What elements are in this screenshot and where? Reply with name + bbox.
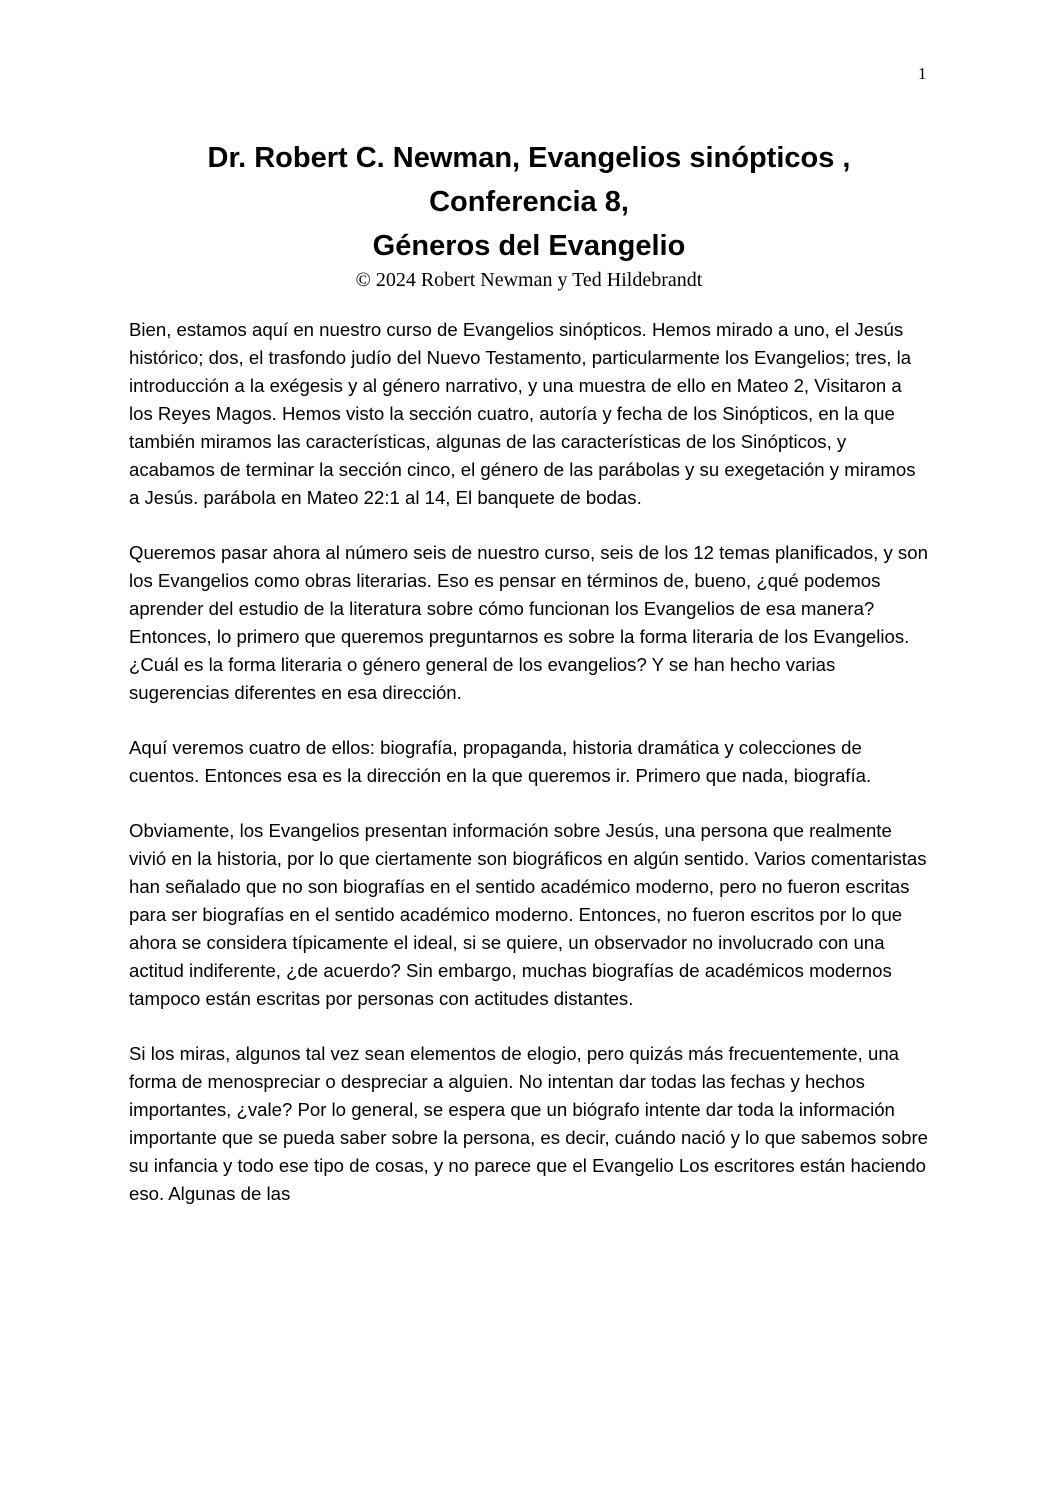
paragraph: Aquí veremos cuatro de ellos: biografía, propaganda, historia dramática y colecciones de cuentos. Entonces esa es la dirección en la que queremos ir. Primero que nada, biografía.: [129, 737, 872, 786]
document-body: [129, 316, 929, 1235]
page-number: 1: [918, 64, 927, 83]
paragraph: Obviamente, los Evangelios presentan información sobre Jesús, una persona que realmente vivió en la historia, por lo que ciertamente son biográficos en algún sentido. Varios comentaristas han señalado que no son biografías en el sentido académico moderno, pero no fueron escritas para ser biografías en el sentido académico moderno. Entonces, no fueron escritos por lo que ahora se considera típicamente el ideal, si se quiere, un observador no involucrado con una actitud indiferente, ¿de acuerdo? Sin embargo, muchas biografías de académicos modernos tampoco están escritas por personas con actitudes distantes.: [129, 820, 927, 1009]
document-header: [100, 136, 958, 292]
copyright-notice: © 2024 Robert Newman y Ted Hildebrandt: [355, 269, 703, 291]
paragraph: Queremos pasar ahora al número seis de nuestro curso, seis de los 12 temas planificados, y son los Evangelios como obras literarias. Eso es pensar en términos de, bueno, ¿qué podemos aprender del estudio de la literatura sobre cómo funcionan los Evangelios de esa manera? Entonces, lo primero que queremos preguntarnos es sobre la forma literaria de los Evangelios. ¿Cuál es la forma literaria o género general de los evangelios? Y se han hecho varias sugerencias diferentes en esa dirección.: [129, 542, 928, 703]
document-title-line-3: Géneros del Evangelio: [372, 230, 686, 262]
document-title-line-2: Conferencia 8,: [429, 186, 629, 218]
paragraph: Si los miras, algunos tal vez sean elementos de elogio, pero quizás más frecuentemente, una forma de menospreciar o despreciar a alguien. No intentan dar todas las fechas y hechos importantes, ¿vale? Por lo general, se espera que un biógrafo intente dar toda la información importante que se pueda saber sobre la persona, es decir, cuándo nació y lo que sabemos sobre su infancia y todo ese tipo de cosas, y no parece que el Evangelio Los escritores están haciendo eso. Algunas de las: [129, 1043, 929, 1204]
paragraph: Bien, estamos aquí en nuestro curso de Evangelios sinópticos. Hemos mirado a uno, el Jesús histórico; dos, el trasfondo judío del Nuevo Testamento, particularmente los Evangelios; tres, la introducción a la exégesis y al género narrativo, y una muestra de ello en Mateo 2, Visitaron a los Reyes Magos. Hemos visto la sección cuatro, autoría y fecha de los Sinópticos, en la que también miramos las características, algunas de las características de los Sinópticos, y acabamos de terminar la sección cinco, el género de las parábolas y su exegetación y miramos a Jesús. parábola en Mateo 22:1 al 14, El banquete de bodas.: [129, 319, 916, 508]
document-title-line-1: Dr. Robert C. Newman, Evangelios sinópticos ,: [207, 142, 851, 174]
